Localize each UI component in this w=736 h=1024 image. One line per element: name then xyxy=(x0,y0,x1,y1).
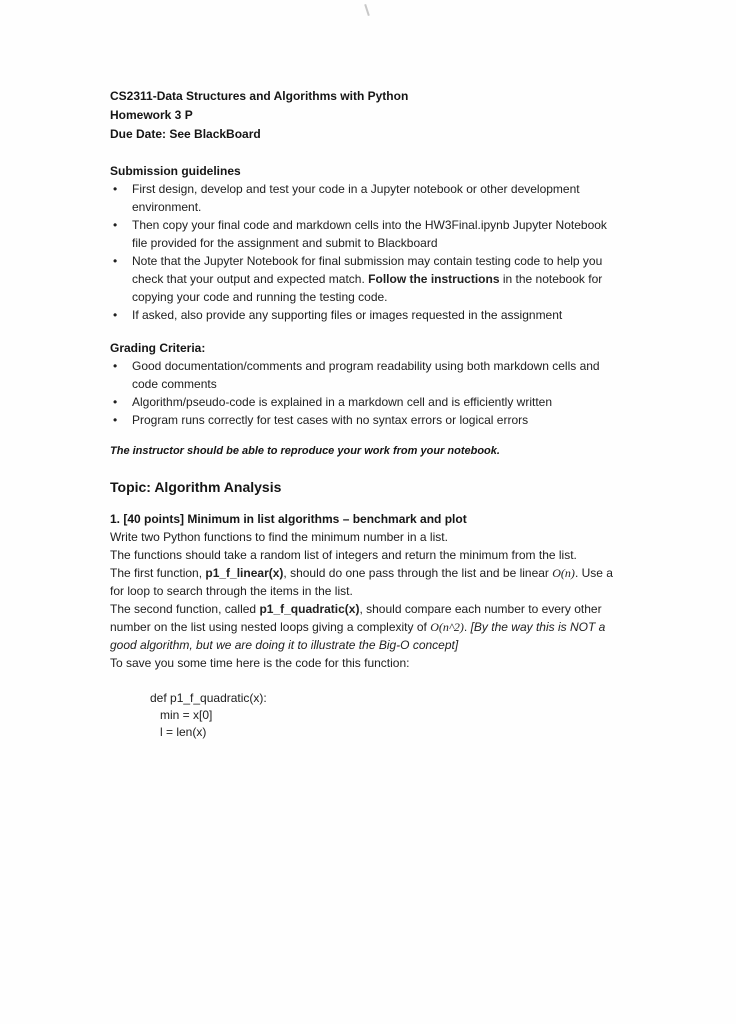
code-line: min = x[0] xyxy=(160,708,213,722)
bullet-icon: • xyxy=(113,182,118,196)
document-body xyxy=(110,87,625,741)
question-paragraph: The functions should take a random list of integers and return the minimum from the list. xyxy=(110,548,577,562)
submission-item xyxy=(110,180,625,216)
grading-list xyxy=(110,357,625,429)
grading-item xyxy=(110,393,625,411)
para-text: . xyxy=(463,620,471,634)
para-text: . Use a for loop to search through the items in the list. xyxy=(110,566,613,598)
bullet-icon: • xyxy=(113,254,118,268)
grading-item-text: Algorithm/pseudo-code is explained in a markdown cell and is efficiently written xyxy=(132,395,552,409)
submission-item-text: Note that the Jupyter Notebook for final submission may contain testing code to help you check that your output and expected match. xyxy=(132,254,603,286)
submission-item xyxy=(110,216,625,252)
instructor-note: The instructor should be able to reproduce your work from your notebook. xyxy=(110,445,500,457)
function-name-linear: p1_f_linear(x) xyxy=(205,566,284,580)
grading-heading: Grading Criteria: xyxy=(110,341,206,355)
grading-item-text: Program runs correctly for test cases with no syntax errors or logical errors xyxy=(132,413,529,427)
quadratic-function-paragraph xyxy=(110,600,625,654)
code-line: def p1_f_quadratic(x): xyxy=(150,691,267,705)
course-title: CS2311-Data Structures and Algorithms with Python xyxy=(110,89,409,103)
submission-item-text: First design, develop and test your code in a Jupyter notebook or other development environment. xyxy=(132,182,580,214)
para-text: The first function, xyxy=(110,566,206,580)
question-paragraph: Write two Python functions to find the minimum number in a list. xyxy=(110,530,448,544)
submission-item xyxy=(110,306,625,324)
question-title: 1. [40 points] Minimum in list algorithms – benchmark and plot xyxy=(110,512,467,526)
follow-instructions-emphasis: Follow the instructions xyxy=(368,272,500,286)
big-o-quadratic: O(n^2) xyxy=(430,620,464,634)
function-name-quadratic: p1_f_quadratic(x) xyxy=(259,602,360,616)
para-text: , should do one pass through the list and be linear xyxy=(283,566,553,580)
big-o-linear: O(n) xyxy=(552,566,575,580)
question-paragraph: To save you some time here is the code for this function: xyxy=(110,656,410,670)
scan-artifact xyxy=(364,4,370,16)
para-text: The second function, called xyxy=(110,602,260,616)
submission-list xyxy=(110,180,625,324)
grading-item xyxy=(110,411,625,429)
bullet-icon: • xyxy=(113,413,118,427)
submission-heading: Submission guidelines xyxy=(110,164,241,178)
homework-title: Homework 3 P xyxy=(110,108,193,122)
submission-item-text: Then copy your final code and markdown cells into the HW3Final.ipynb Jupyter Notebook file provided for the assignment and submit to Blackboard xyxy=(132,218,607,250)
linear-function-paragraph xyxy=(110,564,625,600)
para-text: , should compare each number to every other number on the list using nested loops giving a complexity of xyxy=(110,602,602,634)
grading-item xyxy=(110,357,625,393)
bullet-icon: • xyxy=(113,218,118,232)
bullet-icon: • xyxy=(113,395,118,409)
big-o-aside: [By the way this is NOT a good algorithm, but we are doing it to illustrate the Big-O concept] xyxy=(110,620,606,652)
submission-item xyxy=(110,252,625,306)
grading-item-text: Good documentation/comments and program readability using both markdown cells and code comments xyxy=(132,359,600,391)
bullet-icon: • xyxy=(113,359,118,373)
submission-item-text-end: in the notebook for copying your code and running the testing code. xyxy=(132,272,603,304)
code-line: l = len(x) xyxy=(160,725,207,739)
due-date: Due Date: See BlackBoard xyxy=(110,127,261,141)
topic-heading: Topic: Algorithm Analysis xyxy=(110,479,282,495)
bullet-icon: • xyxy=(113,308,118,322)
submission-item-text: If asked, also provide any supporting files or images requested in the assignment xyxy=(132,308,563,322)
code-snippet xyxy=(150,690,625,741)
